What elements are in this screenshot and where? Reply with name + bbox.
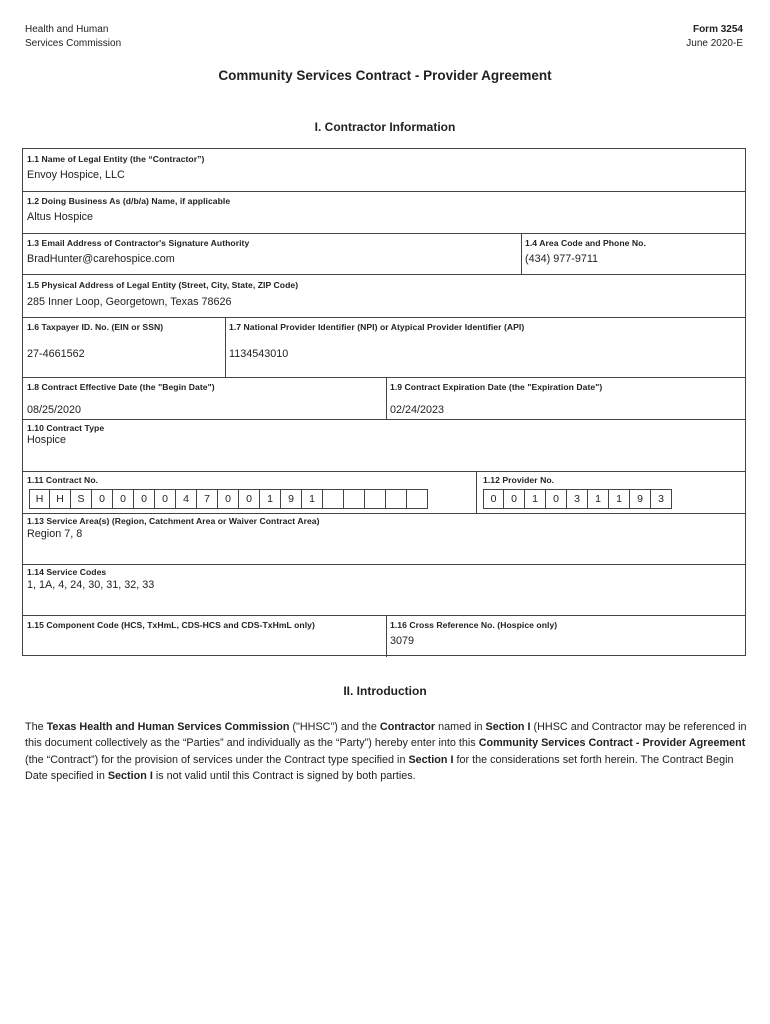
intro-text: is not valid until this Contract is signed by both parties. [152,769,416,782]
provider-number-char-box[interactable]: 3 [567,489,588,509]
row-divider [23,513,745,514]
field-1-2-label: 1.2 Doing Business As (d/b/a) Name, if applicable [27,196,231,206]
contract-number-char-box[interactable]: S [71,489,92,509]
contract-number-char-box[interactable] [344,489,365,509]
physical-address-field[interactable]: 285 Inner Loop, Georgetown, Texas 78626 [27,296,232,308]
field-1-16-label: 1.16 Cross Reference No. (Hospice only) [390,620,558,630]
contract-number-char-box[interactable]: 0 [155,489,176,509]
contract-number-char-box[interactable] [323,489,344,509]
intro-text: (HHSC and Contractor may be referenced in this document collectively as the “Parties” and individually as the “Party”) hereby enter into this [25,721,747,750]
field-1-5-label: 1.5 Physical Address of Legal Entity (Street, City, State, ZIP Code) [27,280,299,290]
contract-number-char-box[interactable] [386,489,407,509]
expiration-date-field[interactable]: 02/24/2023 [390,404,445,416]
contract-number-char-box[interactable]: H [29,489,50,509]
provider-number-char-box[interactable]: 1 [588,489,609,509]
field-1-1-label: 1.1 Name of Legal Entity (the “Contractor”) [27,154,205,164]
taxpayer-id-field[interactable]: 27-4661562 [27,348,85,360]
dba-name-field[interactable]: Altus Hospice [27,211,94,223]
introduction-paragraph [25,719,747,784]
contract-type-field[interactable]: Hospice [27,434,67,446]
begin-date-field[interactable]: 08/25/2020 [27,404,82,416]
row-divider [23,615,745,616]
section-1-title: I. Contractor Information [314,120,456,134]
provider-number-char-box[interactable]: 3 [651,489,672,509]
contract-number-char-box[interactable]: 0 [134,489,155,509]
document-title: Community Services Contract - Provider Agreement [218,68,552,83]
row-divider [23,471,745,472]
field-1-3-label: 1.3 Email Address of Contractor's Signature Authority [27,238,250,248]
row-divider [23,191,745,192]
agency-name [25,23,121,51]
intro-text: for the considerations set forth herein. The Contract Begin Date specified in [25,753,734,782]
field-1-9-label: 1.9 Contract Expiration Date (the "Expiration Date") [390,382,603,392]
cross-reference-field[interactable]: 3079 [390,635,415,647]
agency-line-2: Services Commission [25,38,122,49]
contract-number-char-box[interactable]: 0 [113,489,134,509]
phone-field[interactable]: (434) 977-9711 [525,253,599,265]
intro-text: ("HHSC") and the [289,721,380,733]
provider-number-char-box[interactable]: 0 [483,489,504,509]
provider-number-char-box[interactable]: 9 [630,489,651,509]
field-1-14-label: 1.14 Service Codes [27,567,107,577]
contract-number-char-box[interactable]: 7 [197,489,218,509]
intro-text: named in [435,721,486,733]
contract-number-char-box[interactable]: 0 [239,489,260,509]
provider-number-char-box[interactable]: 0 [546,489,567,509]
provider-number-char-box[interactable]: 0 [504,489,525,509]
contract-number-char-box[interactable] [365,489,386,509]
service-area-field[interactable]: Region 7, 8 [27,528,83,540]
service-codes-field[interactable]: 1, 1A, 4, 24, 30, 31, 32, 33 [27,579,155,591]
form-number: Form 3254 [692,24,743,35]
field-1-11-label: 1.11 Contract No. [27,475,99,485]
intro-bold: Contractor [379,721,436,733]
col-divider [521,233,522,274]
form-date: June 2020-E [686,38,743,49]
intro-bold: Texas Health and Human Services Commission [46,721,290,733]
agency-line-1: Health and Human [25,24,109,35]
contract-number-char-box[interactable]: 1 [260,489,281,509]
intro-text: (the “Contract”) for the provision of services under the Contract type specified in [25,753,409,766]
row-divider [23,419,745,420]
field-1-15-label: 1.15 Component Code (HCS, TxHmL, CDS-HCS and CDS-TxHmL only) [27,620,315,630]
npi-field[interactable]: 1134543010 [229,348,289,360]
col-divider [386,615,387,657]
intro-text: The [25,721,47,733]
row-divider [23,564,745,565]
provider-number-char-box[interactable]: 1 [525,489,546,509]
intro-bold: Section I [107,769,153,782]
intro-bold: Community Services Contract - Provider Agreement [478,737,746,750]
field-1-6-label: 1.6 Taxpayer ID. No. (EIN or SSN) [27,322,164,332]
row-divider [23,274,745,275]
provider-number-boxes[interactable] [483,489,672,509]
field-1-7-label: 1.7 National Provider Identifier (NPI) or Atypical Provider Identifier (API) [229,322,525,332]
field-1-13-label: 1.13 Service Area(s) (Region, Catchment Area or Waiver Contract Area) [27,516,320,526]
intro-bold: Section I [408,753,454,766]
contract-number-char-box[interactable]: 0 [92,489,113,509]
contract-number-char-box[interactable]: 1 [302,489,323,509]
contractor-information-form [22,148,746,656]
contract-number-char-box[interactable] [407,489,428,509]
field-1-4-label: 1.4 Area Code and Phone No. [525,238,646,248]
row-divider [23,233,745,234]
email-field[interactable]: BradHunter@carehospice.com [27,253,175,265]
provider-number-char-box[interactable]: 1 [609,489,630,509]
legal-entity-name-field[interactable]: Envoy Hospice, LLC [27,169,125,181]
section-2-title: II. Introduction [343,684,427,698]
contract-number-char-box[interactable]: 9 [281,489,302,509]
field-1-12-label: 1.12 Provider No. [483,475,555,485]
intro-bold: Section I [485,721,531,733]
contract-number-char-box[interactable]: 0 [218,489,239,509]
field-1-10-label: 1.10 Contract Type [27,423,105,433]
col-divider [476,471,477,513]
contract-number-char-box[interactable]: H [50,489,71,509]
row-divider [23,377,745,378]
row-divider [23,317,745,318]
col-divider [386,377,387,419]
form-id [686,23,743,51]
contract-number-boxes[interactable] [29,489,428,509]
contract-number-char-box[interactable]: 4 [176,489,197,509]
col-divider [225,317,226,377]
field-1-8-label: 1.8 Contract Effective Date (the "Begin Date") [27,382,215,392]
